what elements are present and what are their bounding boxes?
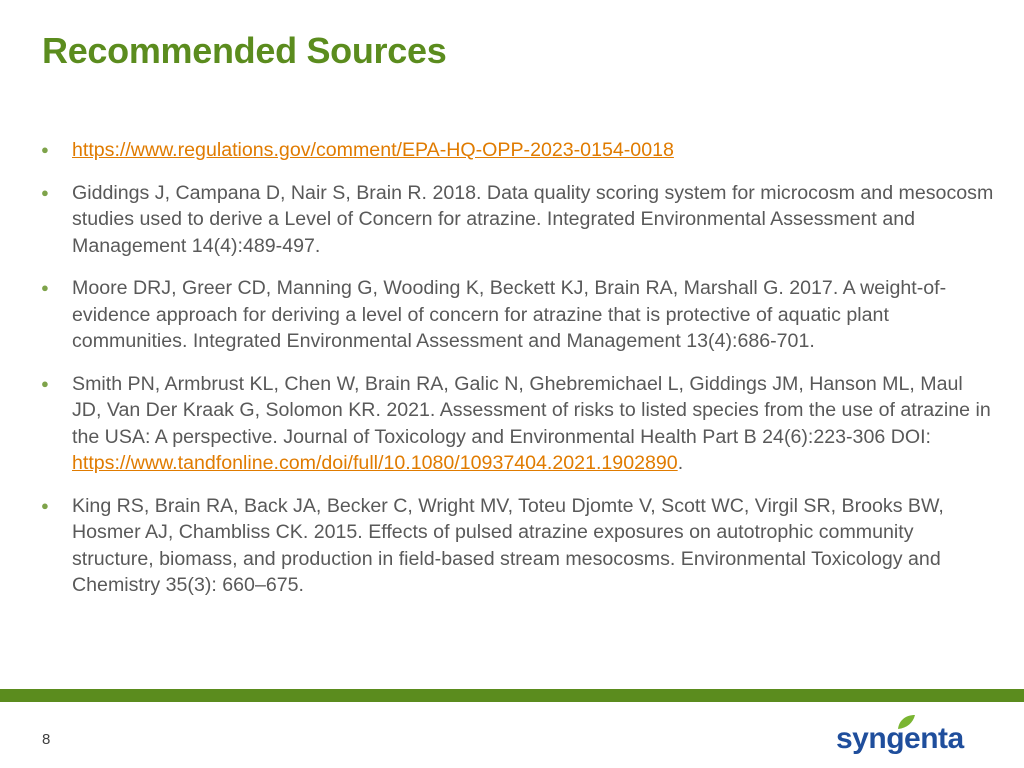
regulations-gov-link[interactable]: https://www.regulations.gov/comment/EPA-HQ-OPP-2023-0154-0018	[72, 139, 674, 161]
slide-title: Recommended Sources	[42, 30, 447, 71]
reference-text: Moore DRJ, Greer CD, Manning G, Wooding K, Beckett KJ, Brain RA, Marshall G. 2017. A weight-of-evidence approach for deriving a level of concern for atrazine that is protective of aquatic plant communities. Integrated Environmental Assessment and Management 13(4):686-701.	[72, 277, 947, 352]
reference-item-4	[40, 371, 995, 477]
bottom-divider	[0, 689, 1024, 702]
bullet-icon: ●	[41, 142, 49, 157]
reference-item-5	[40, 493, 995, 599]
reference-item-1	[40, 137, 995, 164]
reference-item-3	[40, 275, 995, 355]
bullet-icon: ●	[41, 497, 49, 513]
reference-suffix: .	[677, 452, 684, 474]
tandfonline-doi-link[interactable]: https://www.tandfonline.com/doi/full/10.1080/10937404.2021.1902890	[72, 452, 678, 474]
page-number: 8	[42, 731, 51, 748]
logo-wordmark: syngenta	[836, 722, 964, 755]
bullet-icon: ●	[41, 375, 49, 391]
reference-text: King RS, Brain RA, Back JA, Becker C, Wright MV, Toteu Djomte V, Scott WC, Virgil SR, Brooks BW, Hosmer AJ, Chambliss CK. 2015. Effects of pulsed atrazine exposures on autotrophic community structure, biomass, and production in field-based stream mesocosms. Environmental Toxicology and Chemistry 35(3): 660–675.	[72, 494, 944, 596]
reference-item-2	[40, 180, 995, 260]
syngenta-logo	[836, 714, 976, 764]
bullet-icon: ●	[41, 280, 49, 295]
reference-text: Smith PN, Armbrust KL, Chen W, Brain RA, Galic N, Ghebremichael L, Giddings JM, Hanson ML, Maul JD, Van Der Kraak G, Solomon KR. 2021. Assessment of risks to listed species from the use of atrazine in the USA: A perspective. Journal of Toxicology and Environmental Health Part B 24(6):223-306 DOI:	[72, 372, 991, 448]
bullet-icon: ●	[41, 184, 49, 200]
reference-text: Giddings J, Campana D, Nair S, Brain R. 2018. Data quality scoring system for microcosm and mesocosm studies used to derive a Level of Concern for atrazine. Integrated Environmental Assessment and Management 14(4):489-497.	[72, 181, 994, 257]
reference-list	[40, 137, 995, 615]
